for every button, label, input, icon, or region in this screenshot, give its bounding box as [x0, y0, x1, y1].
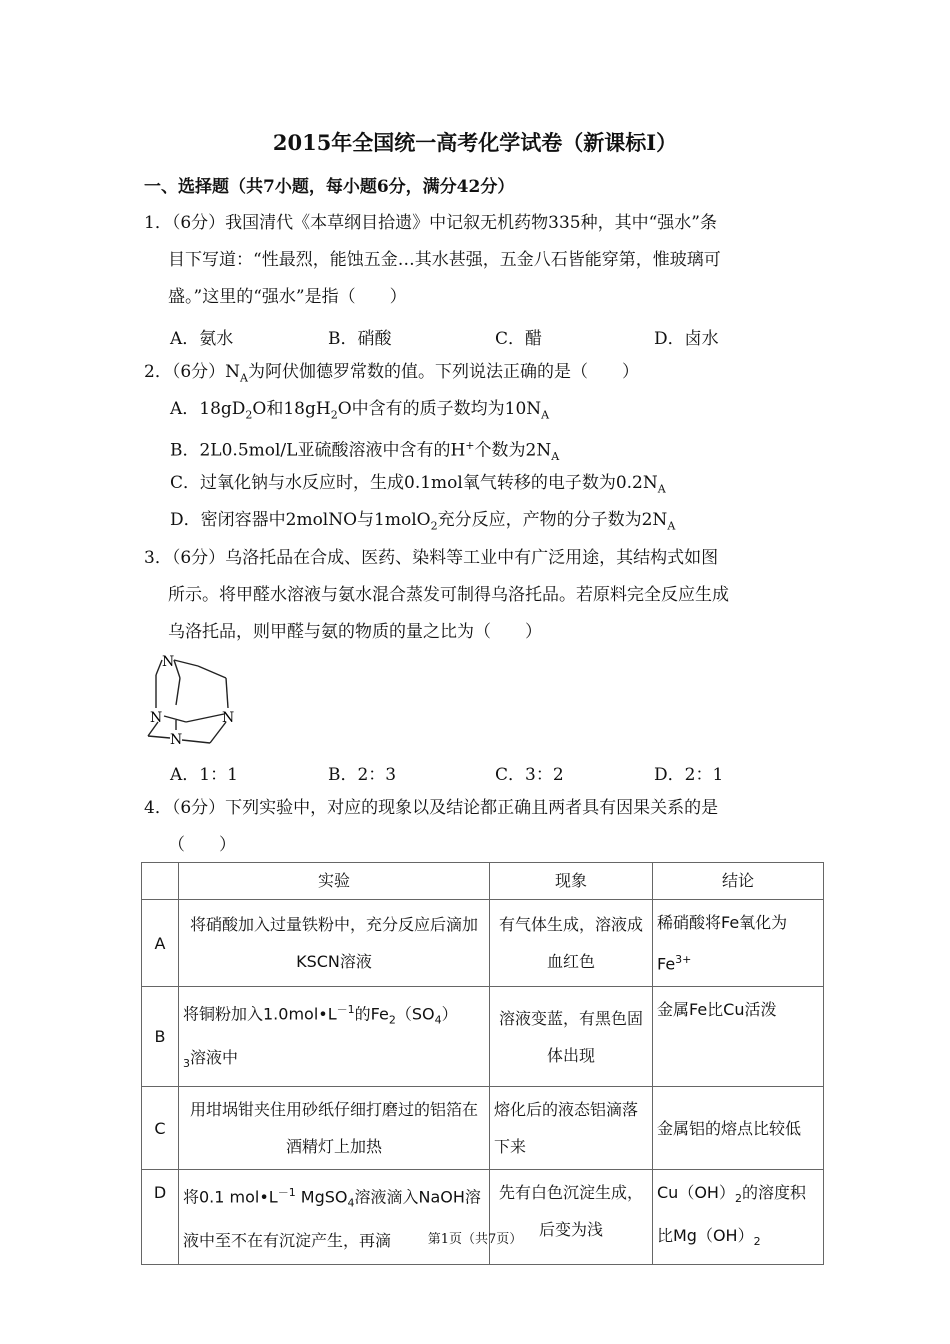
row-b-conclusion: 金属Fe比Cu活泼	[653, 987, 824, 1087]
q2-stem: 2．（6分）$N_A$为阿伏伽德罗常数的值。下列说法正确的是（ ）	[144, 362, 639, 385]
q3-option-c: C．3：2	[495, 765, 564, 785]
row-label-a: A	[142, 900, 179, 987]
q3-line-3: 乌洛托品，则甲醛与氨的物质的量之比为（ ）	[168, 622, 542, 642]
q3-option-d: D．2：1	[654, 765, 724, 785]
page-footer: 第1页（共7页）	[427, 1232, 523, 1247]
q1-option-c: C．醋	[495, 329, 543, 349]
atom-n-left: N	[150, 710, 163, 726]
row-d-conclusion: $Cu(OH)_2$的溶度积比$Mg(OH)_2$	[653, 1170, 824, 1265]
q4-line-2: （ ）	[168, 835, 236, 855]
row-b-experiment: 将铜粉加入$1.0mol•L^{-1}$的$Fe_2(SO_4)$ $_3$溶液中	[179, 987, 490, 1087]
q2-option-a: A．$18gD_2O$和$18gH_2O$中含有的质子数均为$10N_A$	[170, 399, 550, 422]
q1-line-1: 1．（6分）我国清代《本草纲目拾遗》中记叙无机药物335种，其中“强水”条	[144, 213, 717, 233]
q1-line-3: 盛。”这里的“强水”是指（ ）	[168, 287, 407, 307]
table-header-conclusion: 结论	[653, 863, 824, 900]
row-d-experiment: 将0.1 $mol•L^{-1}$ MgSO$_4$溶液滴入NaOH溶液中至不在有沉淀产生，再滴	[179, 1170, 490, 1265]
table-row	[142, 1170, 824, 1265]
row-label-d: D	[142, 1170, 179, 1265]
q2-option-d: D．密闭容器中2molNO与1molO$_2$充分反应，产物的分子数为$2N_A$	[170, 510, 676, 533]
row-a-conclusion: 稀硝酸将Fe氧化为$Fe^{3+}$	[653, 900, 824, 987]
row-a-phenomenon: 有气体生成，溶液成血红色	[490, 900, 653, 987]
q4-line-1: 4．（6分）下列实验中，对应的现象以及结论都正确且两者具有因果关系的是	[144, 798, 719, 818]
table-row	[142, 1087, 824, 1170]
section-heading: 一、选择题（共7小题，每小题6分，满分42分）	[144, 177, 515, 197]
urotropine-structure-diagram	[138, 650, 248, 750]
atom-n-right: N	[222, 710, 235, 726]
table-row	[142, 987, 824, 1087]
q3-line-1: 3．（6分）乌洛托品在合成、医药、染料等工业中有广泛用途，其结构式如图	[144, 548, 719, 568]
table-header-phenomenon: 现象	[490, 863, 653, 900]
table-header-blank	[142, 863, 179, 900]
q3-line-2: 所示。将甲醛水溶液与氨水混合蒸发可制得乌洛托品。若原料完全反应生成	[168, 585, 729, 605]
row-d-phenomenon: 先有白色沉淀生成，后变为浅	[490, 1170, 653, 1265]
q1-option-a: A．氨水	[170, 329, 234, 349]
q2-option-c: C．过氧化钠与水反应时，生成0.1mol氧气转移的电子数为$0.2N_A$	[170, 473, 666, 496]
atom-n-bottom: N	[170, 732, 183, 748]
row-a-experiment: 将硝酸加入过量铁粉中，充分反应后滴加KSCN溶液	[179, 900, 490, 987]
table-header-experiment: 实验	[179, 863, 490, 900]
q1-option-d: D．卤水	[654, 329, 719, 349]
experiment-table	[141, 862, 824, 1265]
row-c-conclusion: 金属铝的熔点比较低	[653, 1087, 824, 1170]
row-c-experiment: 用坩埚钳夹住用砂纸仔细打磨过的铝箔在酒精灯上加热	[179, 1087, 490, 1170]
exam-title: 2015年全国统一高考化学试卷（新课标I）	[272, 130, 678, 155]
q2-option-b: B．2L0.5mol/L亚硫酸溶液中含有的H+个数为$2N_A$	[170, 439, 560, 464]
q1-line-2: 目下写道：“性最烈，能蚀五金…其水甚强，五金八石皆能穿第，惟玻璃可	[168, 250, 721, 270]
q3-option-a: A．1：1	[170, 765, 238, 785]
row-b-phenomenon: 溶液变蓝，有黑色固体出现	[490, 987, 653, 1087]
row-c-phenomenon: 熔化后的液态铝滴落下来	[490, 1087, 653, 1170]
q3-option-b: B．2：3	[328, 765, 397, 785]
atom-n-top: N	[162, 654, 175, 670]
q1-option-b: B．硝酸	[328, 329, 392, 349]
table-row	[142, 900, 824, 987]
table-header-row	[142, 863, 824, 900]
row-label-c: C	[142, 1087, 179, 1170]
row-label-b: B	[142, 987, 179, 1087]
